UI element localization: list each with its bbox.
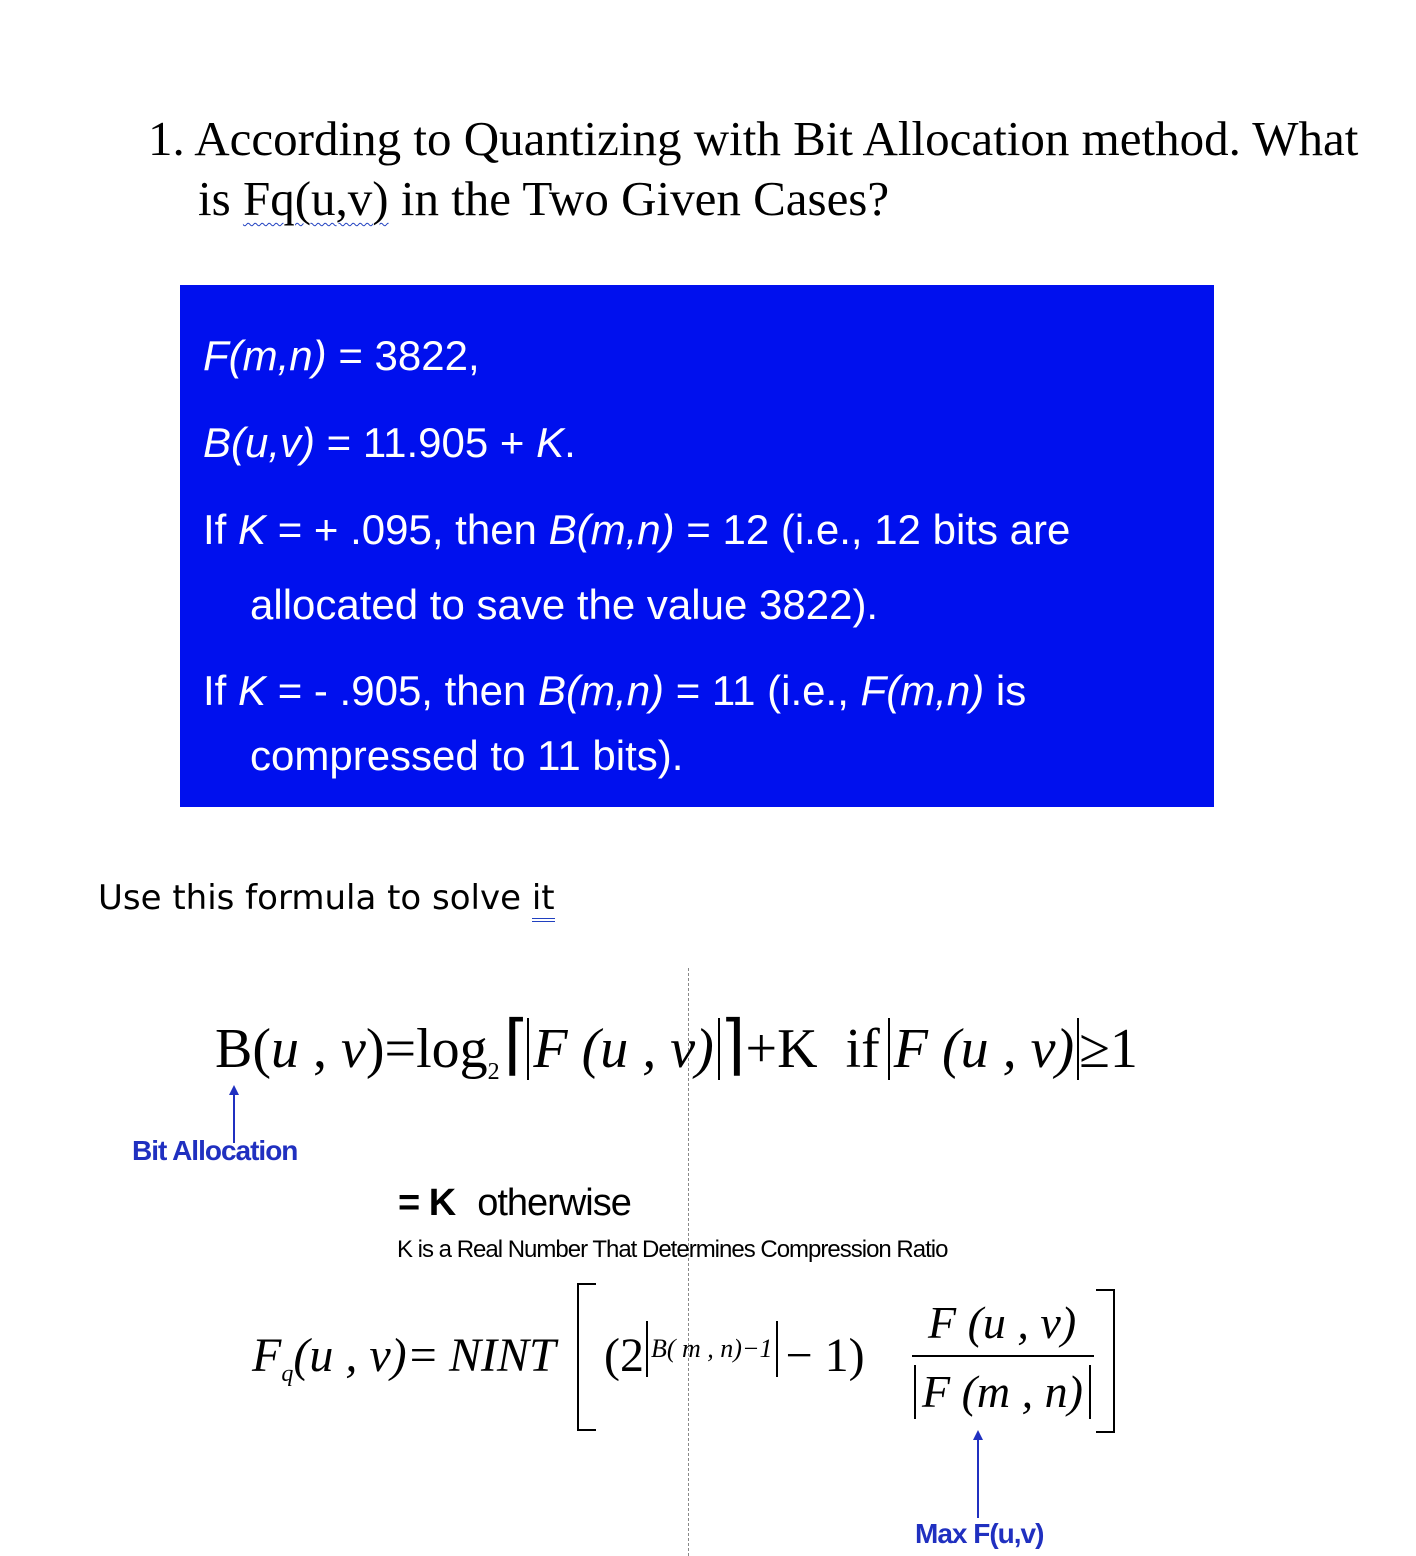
fq-denominator: F (m , n) [914, 1365, 1091, 1419]
box-text: allocated to save the value 3822). [250, 581, 879, 628]
fq-numerator: F (u , v) [928, 1297, 1077, 1348]
question-line-2 [198, 170, 889, 228]
box-text: = - .905, then [266, 667, 539, 714]
up-arrow-icon [968, 1430, 988, 1520]
box-text: = + .095, then [266, 506, 549, 553]
f1-args2: (u , v) [928, 1018, 1075, 1080]
f1-ceil-open: ⌈ [503, 1009, 530, 1082]
f1-comma: , [299, 1018, 341, 1080]
hint-text: Use this formula to solve [98, 878, 532, 918]
box-text: . [564, 419, 576, 466]
box-text: = 12 (i.e., 12 bits are [674, 506, 1071, 553]
hint-underlined-word[interactable]: it [532, 878, 555, 922]
box-text: K [536, 419, 565, 466]
fq-lhs [252, 1328, 556, 1402]
otherwise-line [398, 1182, 631, 1225]
f2-exponent: B( m , n)−1 [650, 1334, 773, 1363]
f1-ceil-close: ⌉ [719, 1009, 746, 1082]
f1-u: u [271, 1018, 299, 1080]
f2-nint: NINT [449, 1329, 556, 1382]
spellcheck-word[interactable]: Fq(u,v) [242, 171, 389, 226]
f1-args: (u , v) [567, 1018, 714, 1080]
f1-F2: F [893, 1018, 928, 1080]
box-line-buv [203, 418, 576, 468]
question-number: 1. [148, 111, 185, 166]
box-text: F(m,n) [860, 667, 985, 714]
question-text-2a: is [198, 171, 243, 226]
right-bracket-icon [1092, 1288, 1122, 1434]
box-text: B(u,v) [203, 419, 316, 466]
box-line-case1-cont [250, 580, 878, 630]
box-text: compressed to 11 bits). [250, 732, 684, 779]
hint-line [98, 878, 555, 918]
bit-allocation-label: Bit Allocation [132, 1135, 298, 1166]
question-text-2b: in the Two Given Cases? [388, 171, 890, 226]
box-text: B(m,n) [548, 506, 675, 553]
box-line-case1 [203, 505, 1070, 555]
otherwise-eq: = K [398, 1182, 456, 1224]
f2-paren-2: (2 [604, 1329, 644, 1382]
bit-allocation-formula [215, 1009, 1138, 1105]
box-line-case2 [203, 666, 1026, 716]
f2-minus-one: − 1) [785, 1329, 865, 1382]
question-text-1: According to Quantizing with Bit Allocation method. What [194, 111, 1359, 166]
otherwise-word: otherwise [477, 1182, 631, 1224]
f1-F: F [533, 1018, 568, 1080]
box-text: is [984, 667, 1027, 714]
box-line-fmn [203, 331, 480, 381]
f2-q: q [281, 1361, 294, 1387]
box-text: = 11.905 + [315, 419, 537, 466]
question-line-1 [148, 110, 1358, 168]
f1-eq-log: )=log [365, 1018, 488, 1080]
box-text: K [238, 506, 267, 553]
left-bracket-icon [574, 1282, 604, 1432]
box-text: = 3822, [326, 332, 480, 379]
box-line-case2-cont [250, 731, 683, 781]
box-text: If [203, 506, 239, 553]
f1-if: if [845, 1018, 880, 1080]
fraction-bar [912, 1355, 1094, 1357]
f2-lhs: (u , v)= [293, 1329, 439, 1382]
box-text: = 11 (i.e., [664, 667, 861, 714]
box-text: F(m,n) [203, 332, 327, 379]
f1-log-base: 2 [487, 1059, 500, 1085]
box-text: K [238, 667, 267, 714]
k-note: K is a Real Number That Determines Compression Ratio [397, 1236, 948, 1263]
box-text: B(m,n) [538, 667, 665, 714]
max-f-label: Max F(u,v) [915, 1518, 1044, 1549]
f2-F: F [252, 1329, 282, 1382]
box-text: If [203, 667, 239, 714]
f1-plus-K: +K [745, 1018, 818, 1080]
f1-B: B( [215, 1018, 271, 1080]
f1-v: v [341, 1018, 366, 1080]
fq-power-term [604, 1328, 865, 1391]
f1-ge-1: ≥1 [1079, 1018, 1138, 1080]
